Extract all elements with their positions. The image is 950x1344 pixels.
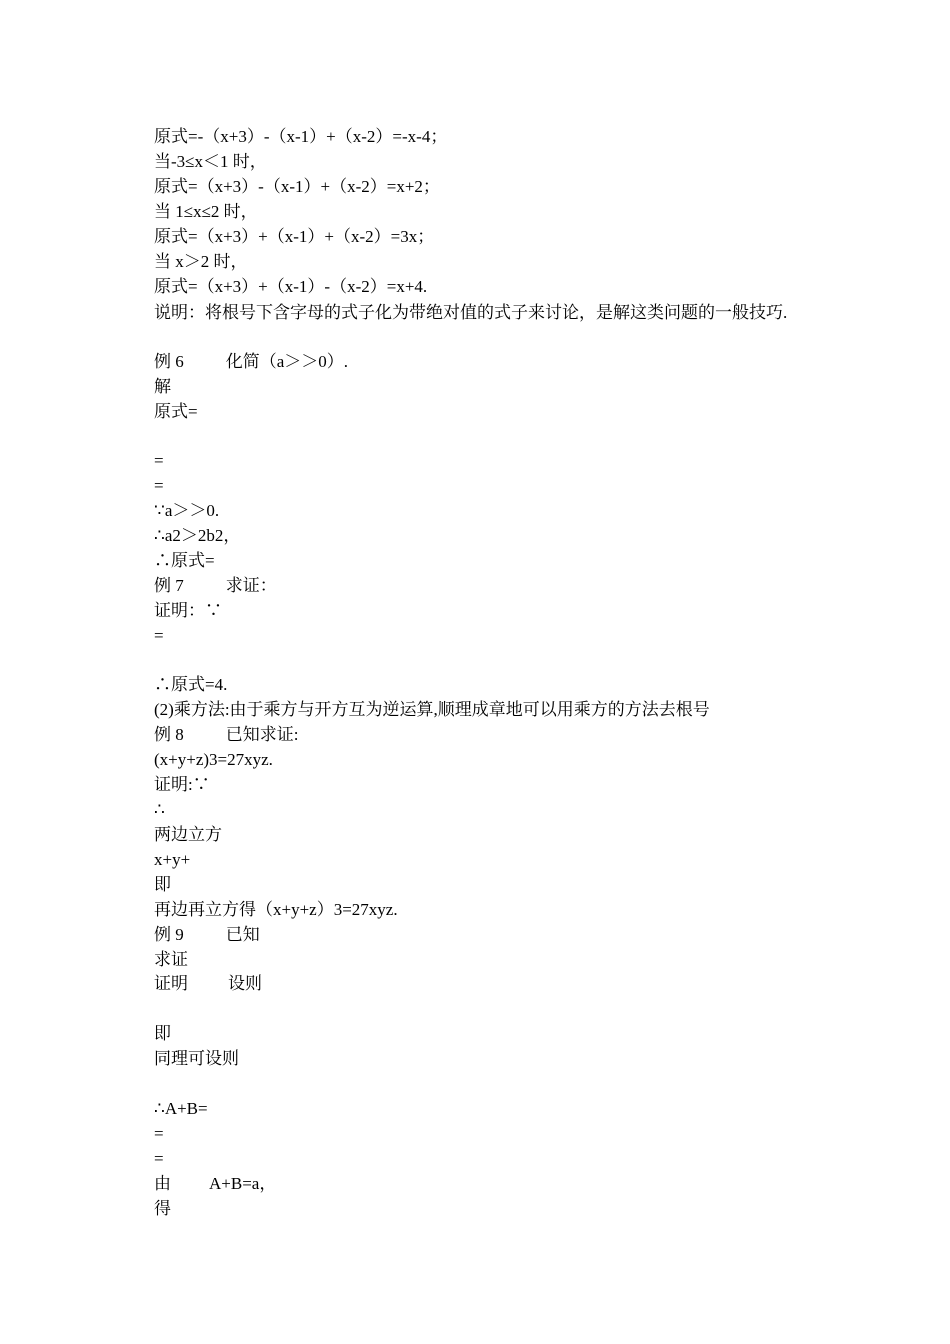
- text-line: 证明:∵: [154, 775, 210, 794]
- text-line: 同理可设则: [154, 1049, 239, 1068]
- text-line: ∴A+B=: [154, 1099, 208, 1118]
- text-line: =: [154, 451, 164, 470]
- text-line: =: [154, 626, 164, 645]
- text-line: ∴原式=4.: [154, 675, 228, 694]
- example-statement: 求证：: [225, 576, 277, 595]
- text-line: 即: [154, 1024, 171, 1043]
- example-statement: 已知: [225, 925, 260, 944]
- text-line: 证明：∵: [154, 601, 222, 620]
- text-line: ∵a＞＞0.: [154, 501, 220, 520]
- text-line: 原式=（x+3）-（x-1）+（x-2）=x+2；: [154, 177, 440, 196]
- text-line: 原式=（x+3）+（x-1）-（x-2）=x+4.: [154, 277, 428, 296]
- text-line: 得: [154, 1199, 171, 1218]
- text-line: 再边再立方得（x+y+z）3=27xyz.: [154, 900, 398, 919]
- text-line: 原式=（x+3）+（x-1）+（x-2）=3x；: [154, 227, 435, 246]
- text-line: 两边立方: [154, 825, 222, 844]
- example-line: [154, 724, 298, 746]
- text-line: 当 x＞2 时，: [154, 252, 248, 271]
- proof-line: 由 A+B=a，: [154, 1174, 277, 1193]
- example-label: 例 6: [154, 352, 184, 371]
- example-label: 例 9: [154, 925, 184, 944]
- proof-line: 证明 设则: [154, 974, 262, 993]
- example-statement: 化简（a＞＞0）.: [225, 352, 349, 371]
- text-line: =: [154, 1149, 164, 1168]
- example-label: 例 8: [154, 725, 184, 744]
- example-line: [154, 351, 348, 373]
- text-line: (2)乘方法:由于乘方与开方互为逆运算,顺理成章地可以用乘方的方法去根号: [154, 700, 710, 719]
- text-line: 求证: [154, 950, 188, 969]
- text-line: ∴: [154, 800, 165, 819]
- example-line: [154, 575, 277, 597]
- text-line: x+y+: [154, 850, 191, 869]
- example-label: 例 7: [154, 576, 184, 595]
- text-line: (x+y+z)3=27xyz.: [154, 750, 273, 769]
- text-line: 当 1≤x≤2 时，: [154, 202, 258, 221]
- example-line: [154, 924, 260, 946]
- text-line: 原式=: [154, 402, 198, 421]
- example-statement: 已知求证:: [225, 725, 299, 744]
- text-line: ∴a2＞2b2，: [154, 526, 241, 545]
- text-line: ∴原式=: [154, 551, 215, 570]
- text-line: =: [154, 1124, 164, 1143]
- text-line: 当-3≤x＜1 时，: [154, 152, 267, 171]
- text-line: 解: [154, 377, 171, 396]
- text-line: 原式=-（x+3）-（x-1）+（x-2）=-x-4；: [154, 127, 448, 146]
- text-line: =: [154, 476, 164, 495]
- text-line: 即: [154, 875, 171, 894]
- note-paragraph: 说明：将根号下含字母的式子化为带绝对值的式子来讨论，是解这类问题的一般技巧.: [154, 303, 788, 322]
